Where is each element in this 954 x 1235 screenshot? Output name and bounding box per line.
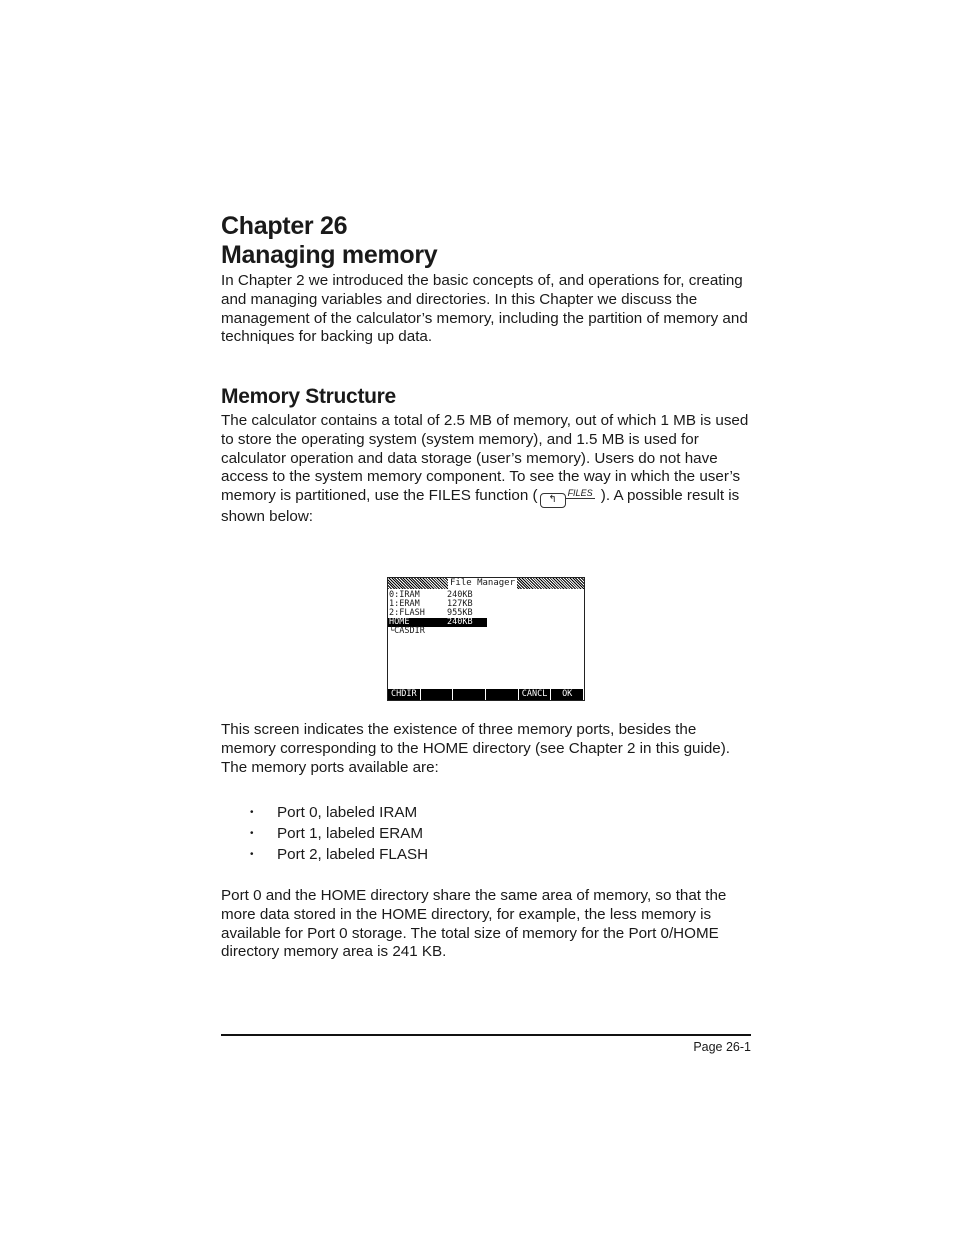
paragraph-text-before-key: The calculator contains a total of 2.5 MB of memory, out of which 1 MB is used to store the operating system (system memory), and 1.5 MB is used for calculator operation and data storage (user’s memory). Users do not have access to the system memory component. To see the way in which the user’s memory is partitioned, use the FILES function ( bbox=[221, 412, 749, 505]
list-item: • Port 1, labeled ERAM bbox=[250, 825, 424, 842]
home-port-paragraph: Port 0 and the HOME directory share the same area of memory, so that the more data stored in the HOME directory, for example, the less memory is available for Port 0 storage. The total size of memory for the Port 0/HOME directory memory area is 241 KB. bbox=[221, 887, 727, 961]
calculator-screen bbox=[387, 577, 585, 701]
bullet-icon: • bbox=[250, 807, 254, 818]
list-item: • Port 0, labeled IRAM bbox=[250, 804, 418, 821]
menu-cancel: CANCL bbox=[519, 689, 552, 700]
left-shift-key-icon: ↰ bbox=[540, 493, 566, 508]
file-row: 2:FLASH 955KB bbox=[389, 608, 473, 618]
bullet-icon: • bbox=[250, 849, 254, 860]
menu-chdir: CHDIR bbox=[388, 689, 421, 700]
chapter-name: Managing memory bbox=[221, 241, 438, 269]
intro-paragraph: In Chapter 2 we introduced the basic concepts of, and operations for, creating and managing variables and directories. In this Chapter we discuss the management of the calculator’s memory, including the partition of memory and techniques for backing up data. bbox=[221, 272, 748, 346]
ports-list bbox=[221, 802, 428, 865]
file-row: 0:IRAM 240KB bbox=[389, 590, 473, 600]
footer-rule bbox=[221, 1034, 751, 1036]
menu-empty bbox=[453, 689, 486, 700]
file-row-selected: HOME 240KB bbox=[388, 618, 487, 627]
page-number: Page 26-1 bbox=[693, 1040, 751, 1054]
soft-menu bbox=[388, 689, 584, 700]
menu-empty bbox=[421, 689, 454, 700]
screen-title: File Manager bbox=[450, 578, 516, 588]
chapter-number: Chapter 26 bbox=[221, 212, 348, 240]
memory-structure-paragraph bbox=[221, 412, 751, 527]
section-title: Memory Structure bbox=[221, 385, 396, 408]
file-row: 1:ERAM 127KB bbox=[389, 599, 473, 609]
menu-empty bbox=[486, 689, 519, 700]
chapter-title bbox=[221, 212, 437, 270]
bullet-icon: • bbox=[250, 828, 254, 839]
menu-ok: OK bbox=[551, 689, 584, 700]
paragraph-text-after-key: ). A possible result is shown below: bbox=[221, 487, 740, 526]
list-item: • Port 2, labeled FLASH bbox=[250, 846, 429, 863]
ports-paragraph: This screen indicates the existence of three memory ports, besides the memory corresponding to the HOME directory (see Chapter 2 in this guide). The memory ports available are: bbox=[221, 721, 731, 776]
file-row: └CASDIR bbox=[389, 626, 425, 636]
files-key-label: FILES bbox=[567, 488, 593, 499]
